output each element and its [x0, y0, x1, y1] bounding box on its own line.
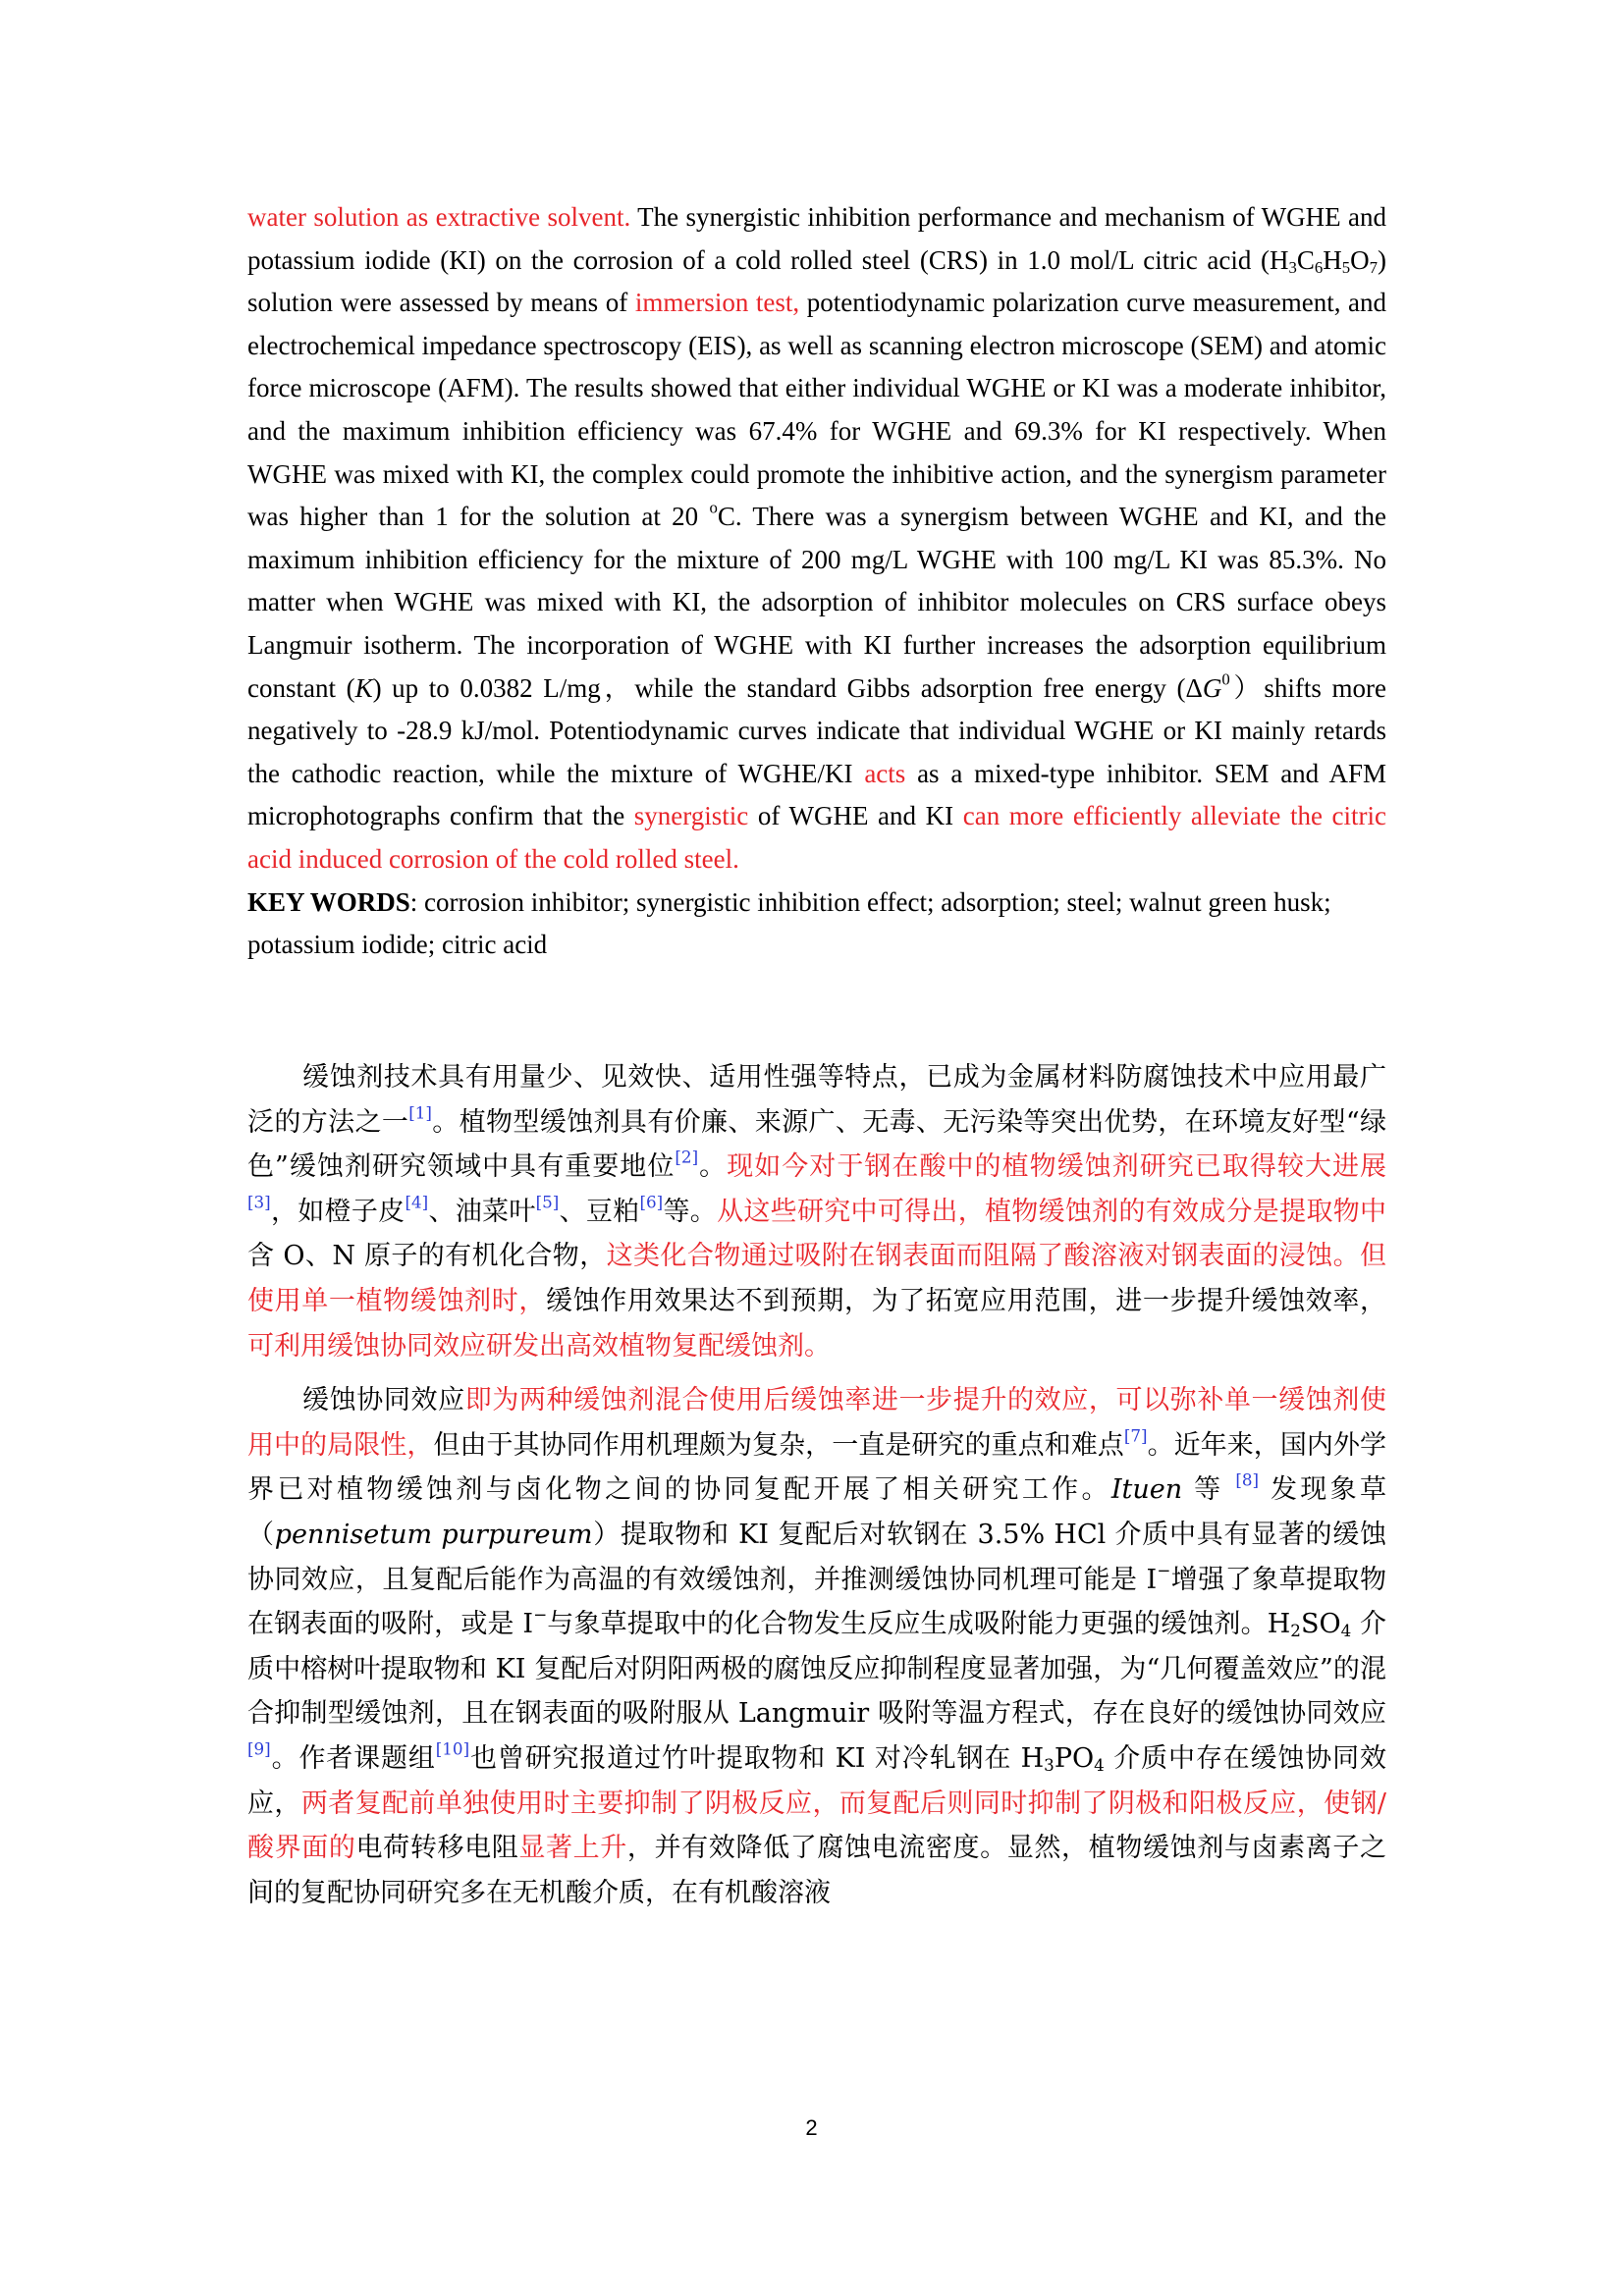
- body-text: 等: [1182, 1474, 1236, 1506]
- superscript: o: [709, 498, 718, 517]
- body-text: SO: [1300, 1609, 1341, 1640]
- body-text: 。近年来，国内外学界已对植物缓蚀剂与卤化物之间的协同复配开展了相关研究工作。: [247, 1429, 1387, 1506]
- subscript: 4: [1094, 1755, 1105, 1776]
- abstract-text: of WGHE and KI: [748, 801, 963, 831]
- highlighted-text: 即为两种缓蚀剂混合使用后缓蚀率进一步提升的效应，可以弥补单一缓蚀剂使用中的局限性，: [247, 1385, 1387, 1461]
- abstract-text: H: [1323, 244, 1342, 275]
- highlighted-text: 显著上升: [518, 1833, 627, 1864]
- body-text: 。: [698, 1151, 728, 1183]
- subscript: 2: [1290, 1621, 1301, 1641]
- citation-link[interactable]: [9]: [247, 1738, 271, 1759]
- abstract-section: [247, 196, 1386, 967]
- keywords-label: KEY WORDS: [247, 886, 410, 917]
- italic-symbol: K: [354, 672, 373, 703]
- body-text: 介质中存在缓蚀协同效应，: [247, 1742, 1386, 1819]
- body-text: 等。: [663, 1196, 718, 1227]
- body-text: 。作者课题组: [270, 1742, 436, 1774]
- author-name: Ituen: [1110, 1474, 1183, 1506]
- superscript: −: [533, 1604, 548, 1625]
- citation-link[interactable]: [7]: [1123, 1425, 1148, 1446]
- body-text: 缓蚀作用效果达不到预期，为了拓宽应用范围，进一步提升缓蚀效率，: [545, 1285, 1387, 1316]
- species-name: pennisetum purpureum: [274, 1519, 593, 1550]
- body-text: 介质中榕树叶提取物和 KI 复配后对阴阳两极的腐蚀反应抑制程度显著加强，为“几何覆盖效应”的混合抑制型缓蚀剂，且在钢表面的吸附服从 Langmuir 吸附等温方程式，存在良好的缓蚀协同效应: [247, 1609, 1386, 1730]
- citation-link[interactable]: [3]: [247, 1192, 271, 1212]
- superscript: −: [1157, 1559, 1171, 1579]
- highlighted-text: 这类化合物通过吸附在钢表面而阻隔了酸溶液对钢表面的浸蚀。但使用单一植物缓蚀剂时，: [247, 1241, 1386, 1316]
- highlighted-text: 现如今对于钢在酸中的植物缓蚀剂研究已取得较大进展: [727, 1151, 1387, 1183]
- body-text: 电荷转移电阻: [355, 1833, 519, 1864]
- highlighted-text: water solution as extractive solvent.: [247, 202, 631, 232]
- abstract-text: O: [1350, 244, 1370, 275]
- body-section: [247, 1055, 1386, 1925]
- abstract-text: C: [1296, 244, 1315, 275]
- body-paragraph-2: [247, 1378, 1386, 1915]
- subscript: 3: [1044, 1755, 1055, 1776]
- citation-link[interactable]: [10]: [435, 1738, 470, 1759]
- subscript: 7: [1369, 257, 1378, 277]
- highlighted-text: 从这些研究中可得出，植物缓蚀剂的有效成分是提取物中: [717, 1196, 1387, 1227]
- citation-link[interactable]: [5]: [535, 1192, 560, 1212]
- citation-link[interactable]: [6]: [639, 1192, 664, 1212]
- abstract-text: The synergistic inhibition performance and mechanism of WGHE and potassium iodide (KI) on the corrosion of a cold rolled steel (CRS) in 1.0 mol/L citric acid (H: [247, 202, 1387, 275]
- body-text: 发现象草（: [247, 1474, 1386, 1550]
- citation-link[interactable]: [1]: [408, 1102, 432, 1123]
- abstract-text: ）shifts more negatively to -28.9 kJ/mol. Potentiodynamic curves indicate that individual WGHE or KI mainly retards the cathodic reaction, while the mixture of WGHE/KI: [247, 672, 1386, 788]
- highlighted-text: immersion test,: [634, 288, 800, 318]
- body-text: 。植物型缓蚀剂具有价廉、来源广、无毒、无污染等突出优势，在环境友好型“绿色”缓蚀剂研究领域中具有重要地位: [247, 1106, 1386, 1183]
- keywords-line: [247, 881, 1386, 967]
- subscript: 3: [1288, 257, 1297, 277]
- italic-symbol: G: [1202, 672, 1222, 703]
- body-text: 缓蚀协同效应: [302, 1385, 465, 1416]
- body-text: 但由于其协同作用机理颇为复杂，一直是研究的重点和难点: [433, 1429, 1124, 1461]
- body-text: 、油菜叶: [428, 1196, 536, 1227]
- abstract-text: ) solution were assessed by means of: [247, 244, 1386, 318]
- citation-link[interactable]: [8]: [1235, 1469, 1260, 1490]
- highlighted-text: can more efficiently alleviate the citric acid induced corrosion of the cold rolled steel.: [247, 801, 1387, 874]
- body-text: ，并有效降低了腐蚀电流密度。显然，植物缓蚀剂与卤素离子之间的复配协同研究多在无机酸介质，在有机酸溶液: [247, 1833, 1387, 1908]
- superscript: 0: [1221, 668, 1230, 688]
- keywords-text: : corrosion inhibitor; synergistic inhibition effect; adsorption; steel; walnut green husk; potassium iodide; citric acid: [247, 886, 1331, 960]
- body-text: 也曾研究报道过竹叶提取物和 KI 对冷轧钢在 H: [469, 1742, 1045, 1774]
- page-number: 2: [805, 2115, 818, 2140]
- subscript: 4: [1340, 1621, 1352, 1641]
- body-text: ，如橙子皮: [270, 1196, 406, 1227]
- citation-link[interactable]: [2]: [675, 1147, 699, 1167]
- abstract-text: ) up to 0.0382 L/mg，while the standard Gibbs adsorption free energy (Δ: [372, 672, 1203, 703]
- abstract-text: C. There was a synergism between WGHE and KI, and the maximum inhibition efficiency for the mixture of 200 mg/L WGHE with 100 mg/L KI was 85.3%. No matter when WGHE was mixed with KI, the adsorption of inhibitor molecules on CRS surface obeys Langmuir isotherm. The incorporation of WGHE with KI further increases the adsorption equilibrium constant (: [247, 502, 1386, 703]
- highlighted-text: synergistic: [633, 801, 749, 831]
- abstract-paragraph: [247, 196, 1386, 881]
- body-text: 增强了象草提取物在钢表面的吸附，或是 I: [247, 1564, 1387, 1640]
- body-text: ）提取物和 KI 复配后对软钢在 3.5% HCl 介质中具有显著的缓蚀协同效应，且复配后能作为高温的有效缓蚀剂，并推测缓蚀协同机理可能是 I: [247, 1519, 1386, 1595]
- subscript: 5: [1341, 257, 1351, 277]
- highlighted-text: 两者复配前单独使用时主要抑制了阴极反应，而复配后则同时抑制了阴极和阳极反应，使钢/酸界面的: [247, 1788, 1386, 1864]
- citation-link[interactable]: [4]: [405, 1192, 429, 1212]
- highlighted-text: 可利用缓蚀协同效应研发出高效植物复配缓蚀剂。: [247, 1330, 831, 1362]
- body-paragraph-1: [247, 1055, 1386, 1368]
- body-text: 缓蚀剂技术具有用量少、见效快、适用性强等特点，已成为金属材料防腐蚀技术中应用最广泛的方法之一: [247, 1062, 1386, 1138]
- highlighted-text: acts: [864, 758, 906, 788]
- abstract-text: potentiodynamic polarization curve measurement, and electrochemical impedance spectroscopy (EIS), as well as scanning electron microscope (SEM) and atomic force microscope (AFM). The results showed that either individual WGHE or KI was a moderate inhibitor, and the maximum inhibition efficiency was 67.4% for WGHE and 69.3% for KI respectively. When WGHE was mixed with KI, the complex could promote the inhibitive action, and the synergism parameter was higher than 1 for the solution at 20: [247, 288, 1387, 532]
- body-text: 与象草提取中的化合物发生反应生成吸附能力更强的缓蚀剂。H: [547, 1609, 1291, 1640]
- body-text: 含 O、N 原子的有机化合物，: [247, 1241, 607, 1272]
- abstract-text: as a mixed-type inhibitor. SEM and AFM microphotographs confirm that the: [247, 758, 1386, 831]
- subscript: 6: [1314, 257, 1324, 277]
- body-text: 、豆粕: [559, 1196, 640, 1227]
- body-text: PO: [1054, 1742, 1095, 1774]
